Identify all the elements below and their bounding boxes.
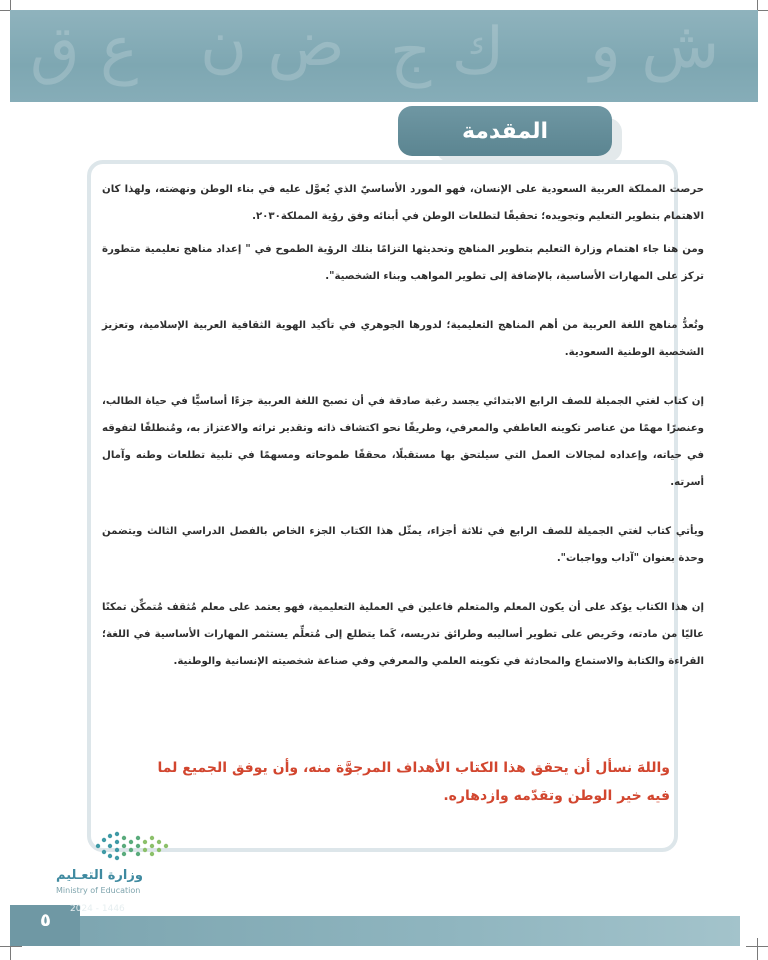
calligraphy-pattern-icon: ع ق [30, 13, 139, 87]
header-decorative-band [10, 10, 758, 102]
calligraphy-pattern-icon: ك ج [390, 15, 505, 89]
closing-prayer: واللهَ نسأل أن يحقق هذا الكتاب الأهداف المرجوَّة منه، وأن يوفق الجميع لما فيه خير الوطن وتقدّمه وازدهاره. [157, 760, 670, 804]
footer-decorative-band [10, 916, 740, 946]
paragraph: إن هذا الكتاب يؤكد على أن يكون المعلم والمتعلم فاعلين في العملية التعليمية، فهو يعتمد على معلم مُثقف مُتمكِّن تمكنًا عاليًا من مادته، وحَريص على تطوير أساليبه وطرائق تدريسه، كَما يتطلع إلى مُتعلِّم يستثمر المهارات الأساسية في اللغة؛ القراءة والكتابة والاستماع والمحادثة في تكوينه العلمي والمعرفي وفي صناعة شخصيته الإنسانية والوطنية. [102, 602, 704, 667]
calligraphy-pattern-icon: ض ن [200, 10, 345, 81]
page-number: ٥ [40, 910, 51, 931]
paragraph: وتُعدُّ مناهج اللغة العربية من أهم المناهج التعليمية؛ لدورها الجوهري في تأكيد الهوية الثقافية العربية الإسلامية، وتعزيز الشخصية الوطنية السعودية. [102, 320, 704, 358]
paragraph: إن كتاب لغتي الجميلة للصف الرابع الابتدائي يجسد رغبة صادقة في أن تصبح اللغة العربية جزءًا أساسيًّا في حياة الطالب، وعنصرًا مهمًا من عناصر تكوينه العاطفي والمعرفي، وطريقًا نحو اكتشاف ذاته وتقدير تراثه والاعتزاز به، ومُنطلقًا لتفوقه في حياته، وإعداده لمجالات العمل التي سيلتحق بها مستقبلًا، محققًا طموحاته ومسهمًا في تلبية تطلعات وطنه وآمال أسرته. [102, 396, 704, 488]
crop-mark [0, 946, 22, 947]
paragraph: ويأتي كتاب لغتي الجميلة للصف الرابع في ثلاثة أجزاء، يمثّل هذا الكتاب الجزء الخاص بالفصل الدراسي الثالث ويتضمن وحدة بعنوان "آداب وواجبات". [102, 526, 704, 564]
edition-year: 2024 - 1446 [70, 904, 125, 914]
page-title: المقدمة [398, 106, 612, 156]
introduction-body [102, 176, 704, 675]
ministry-name-english: Ministry of Education [56, 886, 141, 895]
ministry-logo-icon [90, 826, 190, 866]
ministry-name-arabic: وزارة التعـليم [56, 868, 143, 883]
paragraph: ومن هنا جاء اهتمام وزارة التعليم بتطوير المناهج وتحديثها التزامًا بتلك الرؤية الطموح في " إعداد مناهج تعليمية متطورة تركز على المهارات الأساسية، بالإضافة إلى تطوير المواهب وبناء الشخصية". [102, 244, 704, 282]
paragraph: حرصت المملكة العربية السعودية على الإنسان، فهو المورد الأساسيّ الذي يُعوَّل عليه في بناء الوطن ونهضته، ولهذا كان الاهتمام بتطوير التعليم وتجويده؛ تحقيقًا لتطلعات الوطن في أبنائه وفق رؤية المملكة٢٠٣٠. [102, 184, 704, 222]
crop-mark [757, 938, 758, 960]
calligraphy-pattern-icon: ش و [590, 10, 720, 83]
